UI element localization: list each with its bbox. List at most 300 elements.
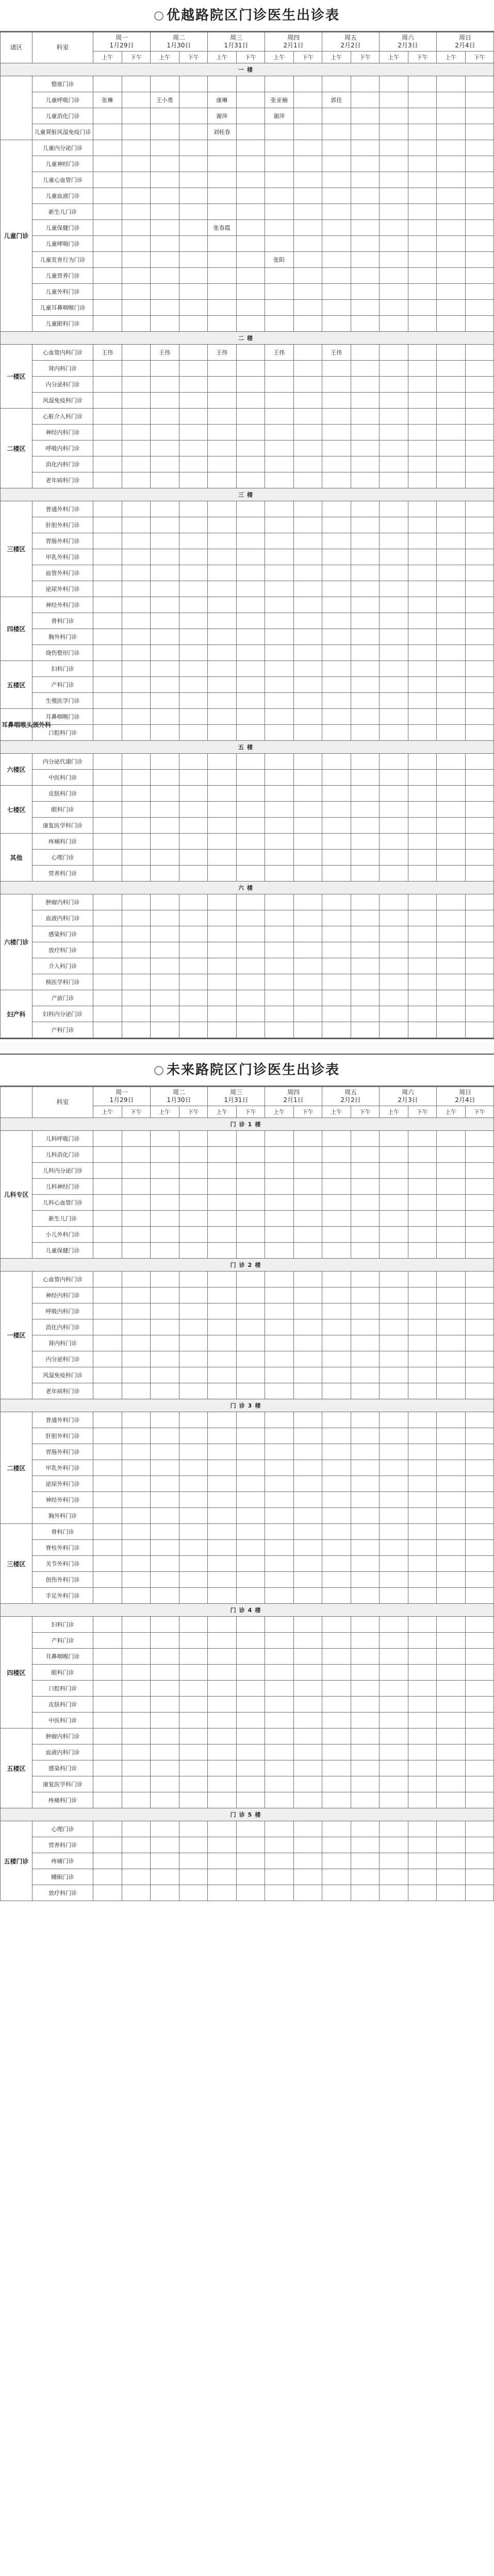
doctor-cell[interactable]	[208, 645, 237, 661]
doctor-cell[interactable]	[208, 1792, 237, 1808]
doctor-cell[interactable]	[151, 1853, 179, 1869]
doctor-cell[interactable]	[93, 1681, 122, 1697]
doctor-cell[interactable]	[408, 990, 437, 1006]
doctor-cell[interactable]	[380, 1853, 408, 1869]
doctor-cell[interactable]	[380, 802, 408, 818]
doctor-cell[interactable]	[179, 1649, 208, 1665]
doctor-cell[interactable]	[236, 754, 265, 770]
doctor-cell[interactable]	[293, 1179, 322, 1195]
doctor-cell[interactable]	[408, 565, 437, 581]
doctor-cell[interactable]	[151, 910, 179, 926]
doctor-cell[interactable]	[93, 910, 122, 926]
doctor-cell[interactable]	[437, 1885, 466, 1901]
doctor-cell[interactable]	[465, 709, 494, 725]
doctor-cell[interactable]	[179, 92, 208, 108]
doctor-cell[interactable]	[179, 268, 208, 284]
doctor-cell[interactable]	[408, 517, 437, 533]
doctor-cell[interactable]	[265, 1524, 294, 1540]
doctor-cell[interactable]	[293, 1227, 322, 1243]
doctor-cell[interactable]	[93, 818, 122, 834]
doctor-cell[interactable]	[151, 204, 179, 220]
doctor-cell[interactable]	[322, 926, 351, 942]
doctor-cell[interactable]	[93, 693, 122, 709]
doctor-cell[interactable]	[351, 1444, 380, 1460]
doctor-cell[interactable]	[293, 284, 322, 300]
doctor-cell[interactable]	[265, 377, 294, 393]
doctor-cell[interactable]	[465, 1713, 494, 1728]
doctor-cell[interactable]	[293, 709, 322, 725]
doctor-cell[interactable]	[351, 1476, 380, 1492]
dept-cell[interactable]: 甲乳外科门诊	[32, 1460, 93, 1476]
doctor-cell[interactable]	[437, 124, 466, 140]
doctor-cell[interactable]	[122, 1444, 151, 1460]
doctor-cell[interactable]	[93, 709, 122, 725]
doctor-cell[interactable]	[322, 1508, 351, 1524]
dept-cell[interactable]: 消化内科门诊	[32, 1319, 93, 1335]
doctor-cell[interactable]	[322, 1540, 351, 1556]
doctor-cell[interactable]	[437, 1179, 466, 1195]
doctor-cell[interactable]	[322, 549, 351, 565]
doctor-cell[interactable]	[408, 456, 437, 472]
doctor-cell[interactable]	[265, 1885, 294, 1901]
doctor-cell[interactable]	[236, 1147, 265, 1163]
doctor-cell[interactable]	[93, 926, 122, 942]
doctor-cell[interactable]	[236, 92, 265, 108]
doctor-cell[interactable]	[293, 1540, 322, 1556]
doctor-cell[interactable]	[151, 581, 179, 597]
doctor-cell[interactable]	[293, 393, 322, 409]
doctor-cell[interactable]	[437, 1556, 466, 1572]
doctor-cell[interactable]	[208, 850, 237, 866]
doctor-cell[interactable]	[265, 533, 294, 549]
doctor-cell[interactable]	[236, 76, 265, 92]
doctor-cell[interactable]	[208, 1195, 237, 1211]
doctor-cell[interactable]	[151, 501, 179, 517]
doctor-cell[interactable]	[322, 645, 351, 661]
doctor-cell[interactable]	[465, 472, 494, 488]
doctor-cell[interactable]	[179, 1476, 208, 1492]
doctor-cell[interactable]	[380, 613, 408, 629]
doctor-cell[interactable]	[208, 361, 237, 377]
dept-cell[interactable]: 儿科神经门诊	[32, 1179, 93, 1195]
doctor-cell[interactable]	[437, 236, 466, 252]
doctor-cell[interactable]	[122, 1837, 151, 1853]
doctor-cell[interactable]	[236, 549, 265, 565]
doctor-cell[interactable]	[293, 1588, 322, 1604]
doctor-cell[interactable]	[465, 770, 494, 786]
doctor-cell[interactable]	[437, 172, 466, 188]
doctor-cell[interactable]	[236, 108, 265, 124]
doctor-cell[interactable]	[151, 1287, 179, 1303]
doctor-cell[interactable]	[465, 172, 494, 188]
doctor-cell[interactable]	[122, 377, 151, 393]
doctor-cell[interactable]	[122, 76, 151, 92]
doctor-cell[interactable]	[465, 581, 494, 597]
doctor-cell[interactable]	[351, 1319, 380, 1335]
doctor-cell[interactable]	[151, 172, 179, 188]
doctor-cell[interactable]	[179, 220, 208, 236]
doctor-cell[interactable]	[122, 677, 151, 693]
doctor-cell[interactable]	[93, 1383, 122, 1399]
doctor-cell[interactable]	[322, 910, 351, 926]
doctor-cell[interactable]	[179, 1367, 208, 1383]
doctor-cell[interactable]	[151, 613, 179, 629]
doctor-cell[interactable]	[151, 549, 179, 565]
doctor-cell[interactable]	[151, 818, 179, 834]
doctor-cell[interactable]	[408, 1821, 437, 1837]
doctor-cell[interactable]	[208, 268, 237, 284]
doctor-cell[interactable]	[122, 440, 151, 456]
doctor-cell[interactable]	[322, 108, 351, 124]
doctor-cell[interactable]	[322, 1131, 351, 1147]
doctor-cell[interactable]	[208, 1335, 237, 1351]
doctor-cell[interactable]	[93, 894, 122, 910]
doctor-cell[interactable]	[437, 1383, 466, 1399]
doctor-cell[interactable]	[293, 677, 322, 693]
doctor-cell[interactable]	[293, 1195, 322, 1211]
dept-cell[interactable]: 肾内科门诊	[32, 361, 93, 377]
doctor-cell[interactable]	[408, 958, 437, 974]
doctor-cell[interactable]	[293, 597, 322, 613]
doctor-cell[interactable]	[151, 958, 179, 974]
doctor-cell[interactable]	[151, 1428, 179, 1444]
doctor-cell[interactable]: 王小勇	[151, 92, 179, 108]
doctor-cell[interactable]	[465, 1524, 494, 1540]
doctor-cell[interactable]	[437, 1728, 466, 1744]
doctor-cell[interactable]	[93, 156, 122, 172]
doctor-cell[interactable]	[437, 709, 466, 725]
doctor-cell[interactable]	[380, 1428, 408, 1444]
doctor-cell[interactable]	[208, 1869, 237, 1885]
dept-cell[interactable]: 儿童保健门诊	[32, 220, 93, 236]
doctor-cell[interactable]	[465, 361, 494, 377]
doctor-cell[interactable]	[151, 456, 179, 472]
doctor-cell[interactable]	[437, 377, 466, 393]
doctor-cell[interactable]	[122, 661, 151, 677]
doctor-cell[interactable]	[408, 1588, 437, 1604]
doctor-cell[interactable]	[465, 377, 494, 393]
doctor-cell[interactable]	[151, 565, 179, 581]
doctor-cell[interactable]	[351, 693, 380, 709]
doctor-cell[interactable]	[437, 1022, 466, 1038]
doctor-cell[interactable]	[179, 549, 208, 565]
doctor-cell[interactable]	[236, 1163, 265, 1179]
doctor-cell[interactable]	[208, 1760, 237, 1776]
doctor-cell[interactable]	[151, 393, 179, 409]
doctor-cell[interactable]	[179, 345, 208, 361]
doctor-cell[interactable]	[265, 409, 294, 425]
dept-cell[interactable]: 眼科门诊	[32, 1665, 93, 1681]
dept-cell[interactable]: 儿童肾脏风湿免疫门诊	[32, 124, 93, 140]
doctor-cell[interactable]	[437, 1006, 466, 1022]
doctor-cell[interactable]	[122, 1728, 151, 1744]
doctor-cell[interactable]	[93, 1460, 122, 1476]
doctor-cell[interactable]	[351, 1147, 380, 1163]
doctor-cell[interactable]	[151, 1335, 179, 1351]
doctor-cell[interactable]	[408, 1428, 437, 1444]
doctor-cell[interactable]	[408, 108, 437, 124]
doctor-cell[interactable]	[122, 533, 151, 549]
doctor-cell[interactable]	[293, 1287, 322, 1303]
doctor-cell[interactable]	[179, 1776, 208, 1792]
doctor-cell[interactable]	[465, 645, 494, 661]
doctor-cell[interactable]	[151, 850, 179, 866]
dept-cell[interactable]: 骨科门诊	[32, 1524, 93, 1540]
doctor-cell[interactable]	[351, 1869, 380, 1885]
doctor-cell[interactable]	[380, 942, 408, 958]
doctor-cell[interactable]	[380, 1572, 408, 1588]
doctor-cell[interactable]	[151, 1792, 179, 1808]
doctor-cell[interactable]	[351, 1697, 380, 1713]
doctor-cell[interactable]	[208, 770, 237, 786]
dept-cell[interactable]: 中医科门诊	[32, 770, 93, 786]
doctor-cell[interactable]	[265, 300, 294, 316]
doctor-cell[interactable]	[380, 1303, 408, 1319]
doctor-cell[interactable]	[265, 1713, 294, 1728]
doctor-cell[interactable]	[351, 1383, 380, 1399]
doctor-cell[interactable]	[380, 300, 408, 316]
doctor-cell[interactable]	[351, 1681, 380, 1697]
doctor-cell[interactable]	[265, 1287, 294, 1303]
doctor-cell[interactable]	[380, 1869, 408, 1885]
doctor-cell[interactable]	[322, 409, 351, 425]
doctor-cell[interactable]	[151, 1633, 179, 1649]
doctor-cell[interactable]	[122, 361, 151, 377]
doctor-cell[interactable]	[465, 1383, 494, 1399]
doctor-cell[interactable]	[322, 677, 351, 693]
doctor-cell[interactable]	[380, 533, 408, 549]
doctor-cell[interactable]	[122, 1508, 151, 1524]
doctor-cell[interactable]	[465, 236, 494, 252]
doctor-cell[interactable]	[265, 926, 294, 942]
doctor-cell[interactable]	[380, 1776, 408, 1792]
doctor-cell[interactable]	[208, 1412, 237, 1428]
doctor-cell[interactable]	[236, 156, 265, 172]
doctor-cell[interactable]	[465, 1351, 494, 1367]
doctor-cell[interactable]	[293, 581, 322, 597]
doctor-cell[interactable]	[236, 236, 265, 252]
doctor-cell[interactable]	[208, 316, 237, 332]
doctor-cell[interactable]	[437, 1303, 466, 1319]
doctor-cell[interactable]	[179, 252, 208, 268]
doctor-cell[interactable]	[380, 1287, 408, 1303]
doctor-cell[interactable]	[236, 910, 265, 926]
doctor-cell[interactable]	[179, 1163, 208, 1179]
doctor-cell[interactable]	[265, 786, 294, 802]
doctor-cell[interactable]	[380, 1351, 408, 1367]
doctor-cell[interactable]	[122, 802, 151, 818]
doctor-cell[interactable]	[465, 693, 494, 709]
doctor-cell[interactable]	[408, 629, 437, 645]
doctor-cell[interactable]	[265, 1821, 294, 1837]
doctor-cell[interactable]	[322, 1383, 351, 1399]
doctor-cell[interactable]: 谢萍	[265, 108, 294, 124]
doctor-cell[interactable]	[322, 1588, 351, 1604]
doctor-cell[interactable]	[236, 1195, 265, 1211]
doctor-cell[interactable]	[351, 1131, 380, 1147]
doctor-cell[interactable]	[236, 818, 265, 834]
doctor-cell[interactable]	[179, 1556, 208, 1572]
doctor-cell[interactable]	[437, 1287, 466, 1303]
doctor-cell[interactable]	[408, 1869, 437, 1885]
doctor-cell[interactable]	[151, 284, 179, 300]
doctor-cell[interactable]	[93, 1617, 122, 1633]
doctor-cell[interactable]	[265, 284, 294, 300]
doctor-cell[interactable]	[437, 1460, 466, 1476]
doctor-cell[interactable]	[408, 1728, 437, 1744]
doctor-cell[interactable]	[293, 517, 322, 533]
doctor-cell[interactable]	[236, 1540, 265, 1556]
doctor-cell[interactable]	[151, 1556, 179, 1572]
doctor-cell[interactable]	[465, 677, 494, 693]
doctor-cell[interactable]	[265, 1492, 294, 1508]
doctor-cell[interactable]	[236, 1287, 265, 1303]
doctor-cell[interactable]	[93, 1760, 122, 1776]
doctor-cell[interactable]	[351, 501, 380, 517]
doctor-cell[interactable]	[179, 456, 208, 472]
doctor-cell[interactable]	[465, 1179, 494, 1195]
doctor-cell[interactable]	[293, 942, 322, 958]
doctor-cell[interactable]	[322, 661, 351, 677]
doctor-cell[interactable]	[322, 754, 351, 770]
doctor-cell[interactable]	[122, 1006, 151, 1022]
doctor-cell[interactable]	[179, 834, 208, 850]
doctor-cell[interactable]	[93, 533, 122, 549]
doctor-cell[interactable]	[380, 1131, 408, 1147]
dept-cell[interactable]: 儿科心血管门诊	[32, 1195, 93, 1211]
doctor-cell[interactable]	[465, 204, 494, 220]
dept-cell[interactable]: 神经内科门诊	[32, 1287, 93, 1303]
doctor-cell[interactable]	[351, 990, 380, 1006]
doctor-cell[interactable]	[122, 236, 151, 252]
doctor-cell[interactable]	[179, 108, 208, 124]
doctor-cell[interactable]	[236, 172, 265, 188]
doctor-cell[interactable]	[265, 236, 294, 252]
doctor-cell[interactable]	[265, 172, 294, 188]
doctor-cell[interactable]	[265, 361, 294, 377]
doctor-cell[interactable]	[437, 1869, 466, 1885]
dept-cell[interactable]: 内分泌代谢门诊	[32, 754, 93, 770]
doctor-cell[interactable]	[437, 834, 466, 850]
doctor-cell[interactable]	[437, 92, 466, 108]
doctor-cell[interactable]	[293, 1243, 322, 1259]
doctor-cell[interactable]	[122, 725, 151, 741]
doctor-cell[interactable]	[465, 76, 494, 92]
doctor-cell[interactable]	[179, 472, 208, 488]
doctor-cell[interactable]	[179, 1572, 208, 1588]
doctor-cell[interactable]	[179, 1211, 208, 1227]
doctor-cell[interactable]	[208, 1681, 237, 1697]
doctor-cell[interactable]	[293, 300, 322, 316]
doctor-cell[interactable]	[322, 1211, 351, 1227]
doctor-cell[interactable]	[151, 124, 179, 140]
dept-cell[interactable]: 整座门诊	[32, 76, 93, 92]
doctor-cell[interactable]	[151, 725, 179, 741]
doctor-cell[interactable]: 张琳	[93, 92, 122, 108]
doctor-cell[interactable]	[465, 1540, 494, 1556]
doctor-cell[interactable]	[93, 1524, 122, 1540]
doctor-cell[interactable]	[465, 926, 494, 942]
doctor-cell[interactable]	[122, 866, 151, 882]
doctor-cell[interactable]	[265, 770, 294, 786]
doctor-cell[interactable]	[151, 990, 179, 1006]
doctor-cell[interactable]	[380, 316, 408, 332]
doctor-cell[interactable]	[265, 613, 294, 629]
doctor-cell[interactable]	[236, 268, 265, 284]
doctor-cell[interactable]	[408, 645, 437, 661]
doctor-cell[interactable]	[179, 1303, 208, 1319]
doctor-cell[interactable]	[265, 1412, 294, 1428]
doctor-cell[interactable]	[293, 1556, 322, 1572]
doctor-cell[interactable]	[465, 268, 494, 284]
doctor-cell[interactable]	[322, 709, 351, 725]
doctor-cell[interactable]	[465, 1492, 494, 1508]
doctor-cell[interactable]	[437, 1227, 466, 1243]
doctor-cell[interactable]	[465, 1476, 494, 1492]
doctor-cell[interactable]	[465, 1633, 494, 1649]
doctor-cell[interactable]	[236, 220, 265, 236]
dept-cell[interactable]: 感染科门诊	[32, 926, 93, 942]
dept-cell[interactable]: 核医学科门诊	[32, 974, 93, 990]
doctor-cell[interactable]	[437, 645, 466, 661]
doctor-cell[interactable]	[151, 894, 179, 910]
doctor-cell[interactable]	[93, 1665, 122, 1681]
doctor-cell[interactable]	[179, 786, 208, 802]
doctor-cell[interactable]	[265, 1837, 294, 1853]
doctor-cell[interactable]	[151, 1540, 179, 1556]
dept-cell[interactable]: 儿科消化门诊	[32, 1147, 93, 1163]
doctor-cell[interactable]	[93, 1776, 122, 1792]
doctor-cell[interactable]	[380, 76, 408, 92]
doctor-cell[interactable]	[437, 677, 466, 693]
doctor-cell[interactable]	[380, 425, 408, 440]
doctor-cell[interactable]	[437, 76, 466, 92]
doctor-cell[interactable]	[408, 1383, 437, 1399]
doctor-cell[interactable]	[208, 377, 237, 393]
doctor-cell[interactable]	[236, 1837, 265, 1853]
doctor-cell[interactable]	[322, 1367, 351, 1383]
doctor-cell[interactable]	[437, 942, 466, 958]
doctor-cell[interactable]	[122, 1319, 151, 1335]
doctor-cell[interactable]	[179, 1853, 208, 1869]
doctor-cell[interactable]	[380, 1697, 408, 1713]
doctor-cell[interactable]	[322, 1006, 351, 1022]
doctor-cell[interactable]	[351, 709, 380, 725]
doctor-cell[interactable]	[93, 1713, 122, 1728]
doctor-cell[interactable]	[179, 850, 208, 866]
dept-cell[interactable]: 泌尿外科门诊	[32, 581, 93, 597]
doctor-cell[interactable]	[293, 990, 322, 1006]
doctor-cell[interactable]	[322, 1492, 351, 1508]
doctor-cell[interactable]	[437, 252, 466, 268]
doctor-cell[interactable]	[179, 629, 208, 645]
doctor-cell[interactable]	[380, 456, 408, 472]
doctor-cell[interactable]	[380, 629, 408, 645]
doctor-cell[interactable]	[380, 472, 408, 488]
doctor-cell[interactable]	[408, 1540, 437, 1556]
doctor-cell[interactable]	[208, 1837, 237, 1853]
doctor-cell[interactable]	[408, 361, 437, 377]
doctor-cell[interactable]	[408, 1303, 437, 1319]
doctor-cell[interactable]	[408, 1681, 437, 1697]
doctor-cell[interactable]	[265, 1508, 294, 1524]
doctor-cell[interactable]	[293, 1492, 322, 1508]
doctor-cell[interactable]	[179, 894, 208, 910]
doctor-cell[interactable]	[236, 1649, 265, 1665]
doctor-cell[interactable]	[265, 910, 294, 926]
doctor-cell[interactable]	[122, 1272, 151, 1287]
doctor-cell[interactable]	[151, 252, 179, 268]
